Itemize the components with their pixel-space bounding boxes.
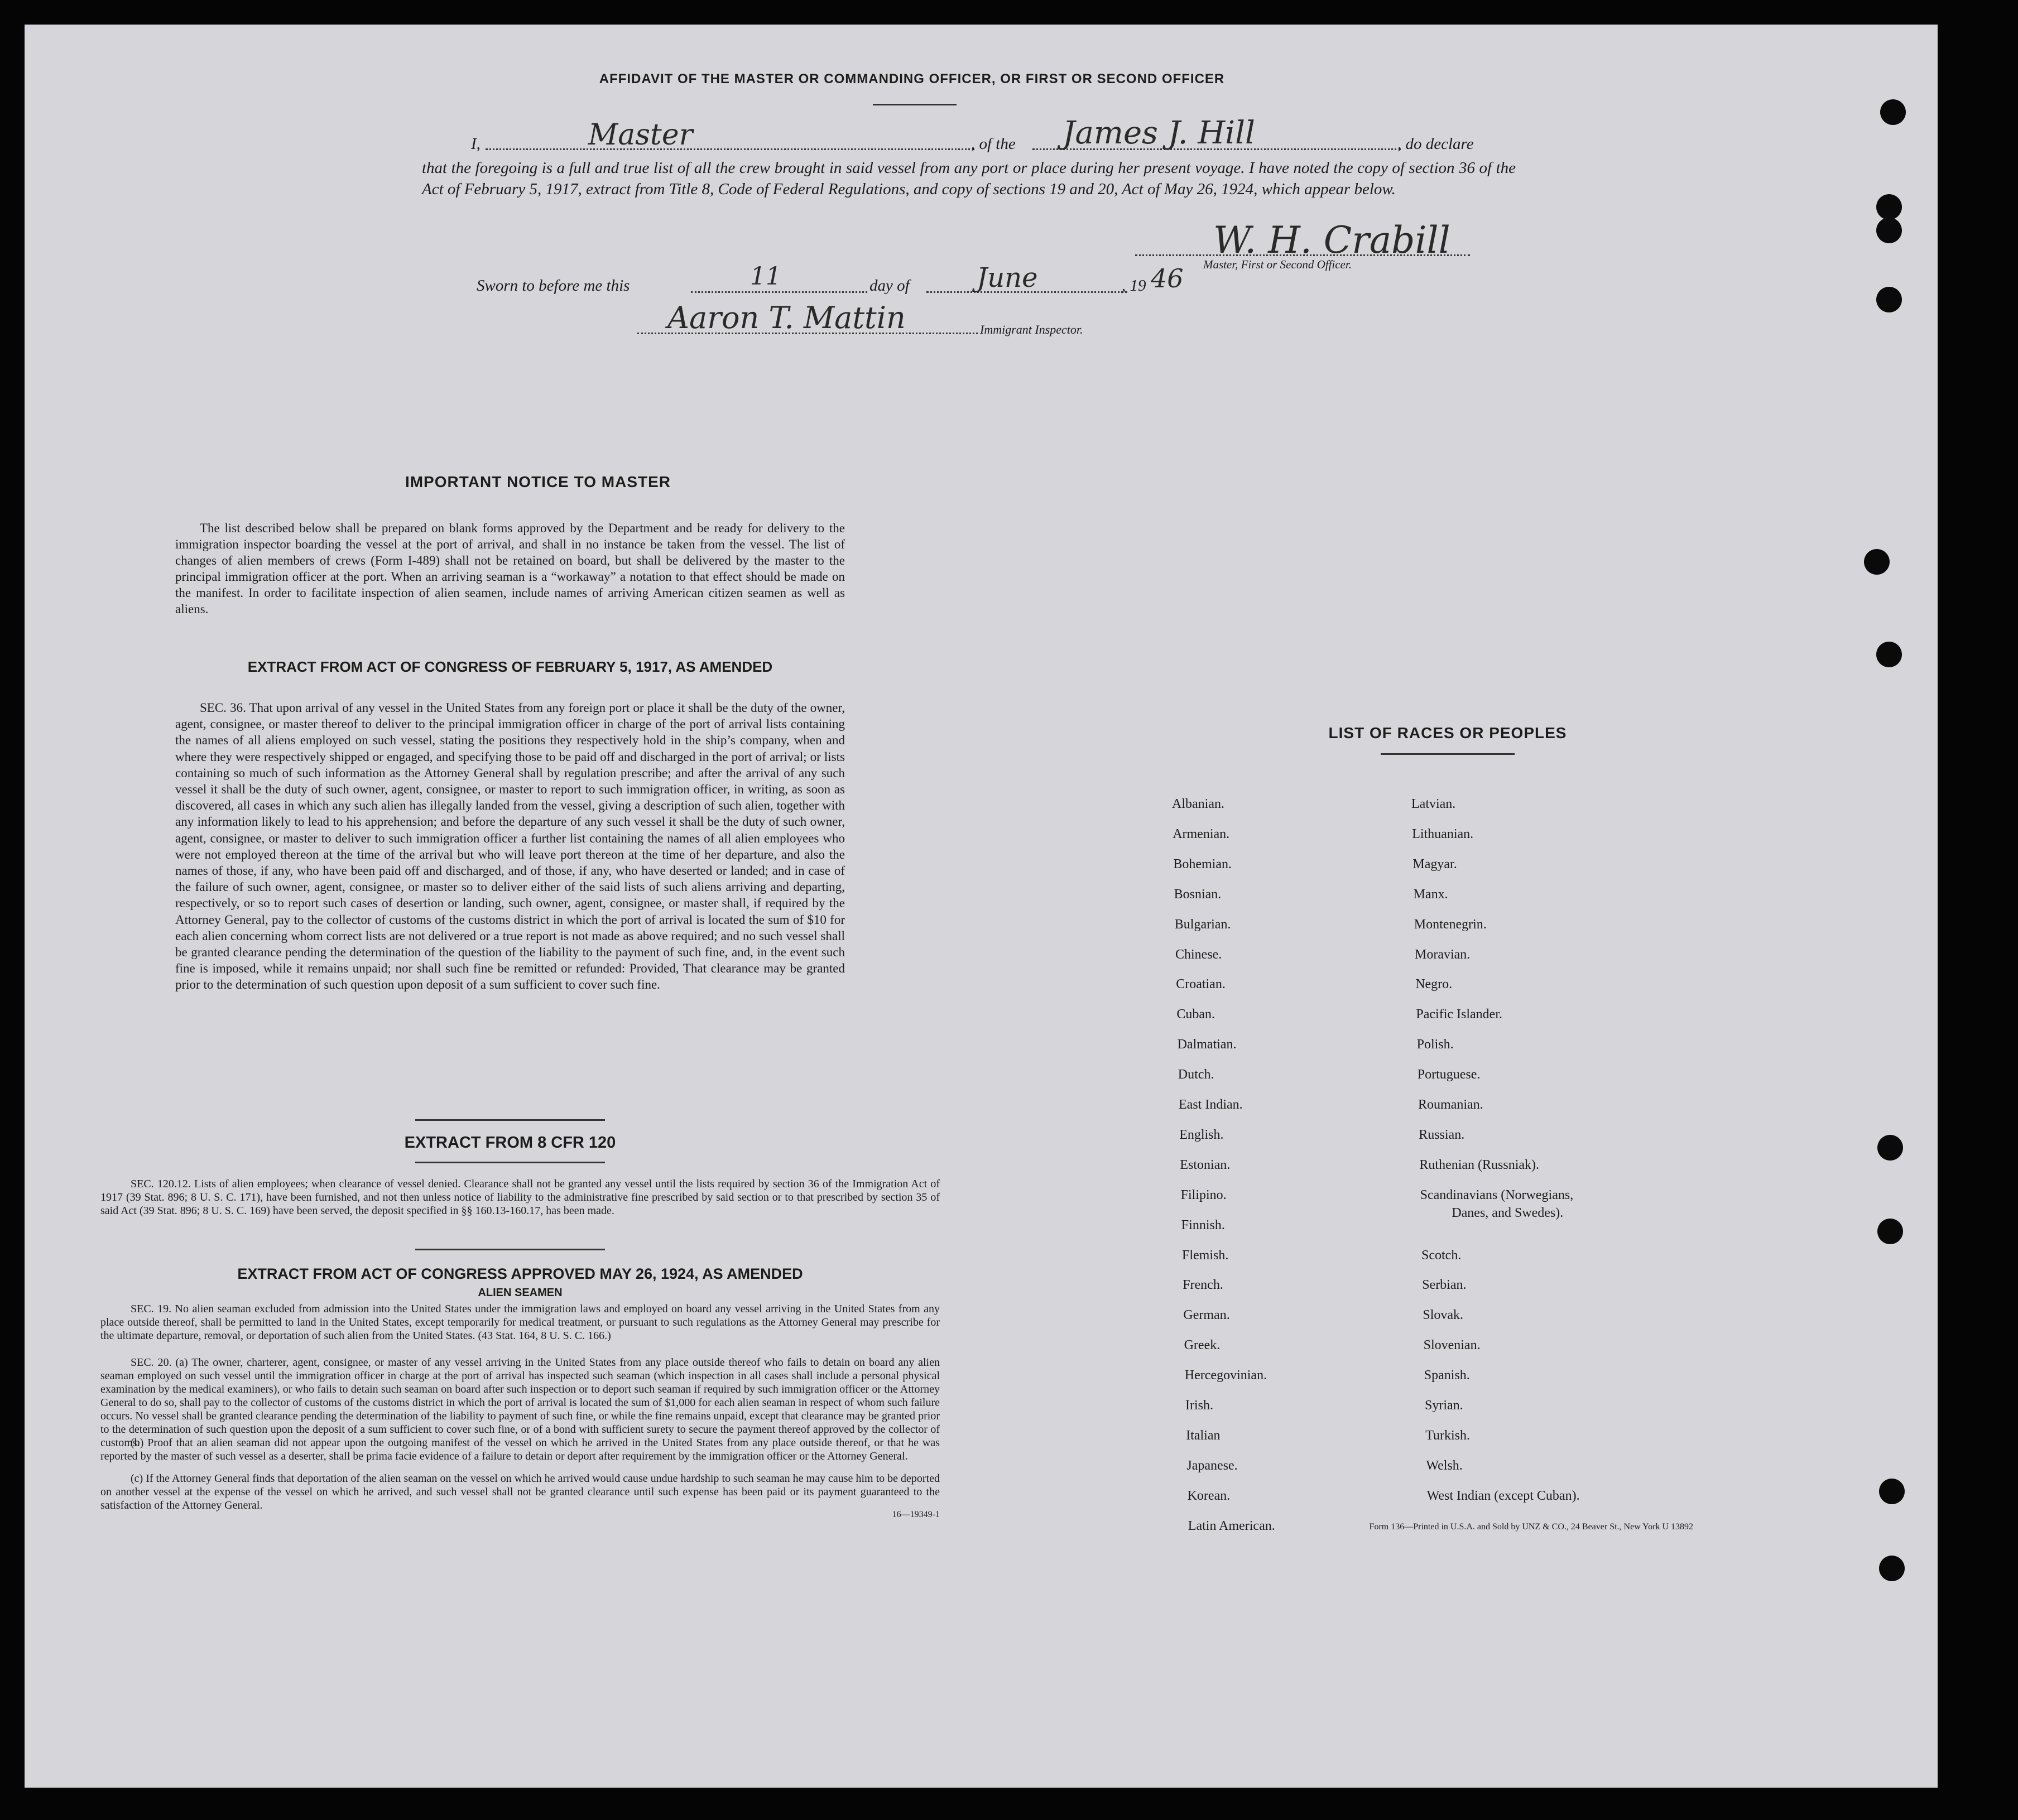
race-item: Negro.	[1415, 977, 1453, 992]
race-item: Scandinavians (Norwegians,	[1420, 1187, 1574, 1202]
race-item: English.	[1179, 1127, 1224, 1142]
notice-title: IMPORTANT NOTICE TO MASTER	[405, 473, 671, 490]
race-item: Portuguese.	[1417, 1067, 1481, 1082]
officer-handwritten: Master	[588, 118, 693, 152]
race-item: Cuban.	[1176, 1007, 1215, 1022]
race-item: Chinese.	[1175, 947, 1222, 962]
race-item: Scotch.	[1421, 1248, 1462, 1263]
divider	[873, 104, 957, 105]
race-item: Korean.	[1187, 1488, 1231, 1503]
race-item: Russian.	[1419, 1127, 1465, 1142]
binder-hole	[1879, 1479, 1905, 1504]
race-item: Bulgarian.	[1174, 917, 1231, 932]
affidavit-title: AFFIDAVIT OF THE MASTER OR COMMANDING OFFICER, OR FIRST OR SECOND OFFICER	[599, 71, 1225, 86]
race-item: Latin American.	[1188, 1518, 1275, 1533]
race-item: Greek.	[1184, 1338, 1221, 1353]
race-item: Croatian.	[1176, 977, 1226, 992]
inspector-signature: Aaron T. Mattin	[667, 300, 906, 335]
extract-1924-sec19: SEC. 19. No alien seaman excluded from admission into the United States under the immigration laws and employed on board any vessel arriving in the United States from any place outside thereof, shall be permitted to land in the United States, except temporarily for medical treatment, or pursuant to such regulations as the Attorney General may prescribe for the ultimate departure, removal, or deportation of such alien from the United States. (43 Stat. 164, 8 U. S. C. 166.)	[100, 1303, 940, 1342]
race-item: Spanish.	[1424, 1368, 1470, 1383]
extract-1924-sec20c: (c) If the Attorney General finds that deportation of the alien seaman on the vessel on which he arrived would cause undue hardship to such seaman he may cause him to be deported on another vessel at the expense of the vessel on which he arrived, and such vessel shall not be granted clearance until such expense has been paid or its payment guaranteed to the satisfaction of the Attorney General.	[100, 1472, 940, 1511]
divider	[415, 1119, 605, 1121]
extract-1924-sec20a: SEC. 20. (a) The owner, charterer, agent, consignee, or master of any vessel arriving in the United States from any place outside thereof who fails to detain on board any alien seaman employed on such vessel until the immigration officer in charge at the port of arrival has inspected such seaman (which inspection in all cases shall include a personal physical examination by the medical examiners), or who fails to detain such seaman on board after such inspection or to deport such seaman if required by such immigration officer or the Attorney General to do so, shall pay to the collector of customs of the customs district in which the port of arrival is located the sum of $1,000 for each alien seaman in respect of whom such failure occurs. No vessel shall be granted clearance pending the determination of the liability to payment of such fine, or while the fine remains unpaid, except that clearance may be granted prior to the determination of such question upon the deposit of a sum sufficient to cover such fine, or of a bond with sufficient surety to secure the payment thereof approved by the collector of customs.	[100, 1356, 940, 1449]
race-item: Lithuanian.	[1412, 826, 1474, 841]
race-item: West Indian (except Cuban).	[1426, 1488, 1580, 1503]
officer-line	[486, 148, 974, 150]
binder-hole	[1876, 194, 1902, 220]
day-line	[691, 291, 867, 293]
extract-1917-title: EXTRACT FROM ACT OF CONGRESS OF FEBRUARY 5, 1917, AS AMENDED	[247, 658, 773, 675]
race-item: Flemish.	[1182, 1248, 1229, 1263]
race-item: Estonian.	[1180, 1157, 1231, 1172]
notice-body: The list described below shall be prepared on blank forms approved by the Department and be ready for delivery to the immigration inspector boarding the vessel at the port of arrival, and shall in no instance be taken from the vessel. The list of changes of alien members of crews (Form I-489) shall not be retained on board, but shall be delivered by the master to the principal immigration officer at the port. When an arriving seaman is a “workaway” a notation to that effect should be made on the manifest. In order to facilitate inspection of alien seamen, include names of arriving American citizen seamen as well as aliens.	[175, 521, 845, 616]
binder-hole	[1877, 1219, 1903, 1244]
race-item: Pacific Islander.	[1416, 1007, 1502, 1022]
race-item: Dalmatian.	[1177, 1037, 1237, 1052]
master-signature: W. H. Crabill	[1213, 219, 1450, 262]
extract-1924-subtitle: ALIEN SEAMEN	[478, 1287, 563, 1299]
binder-hole	[1876, 287, 1902, 312]
do-declare-label: , do declare	[1397, 135, 1474, 153]
race-item: Irish.	[1185, 1398, 1213, 1413]
race-item: Slovak.	[1423, 1308, 1464, 1323]
race-item: Albanian.	[1172, 797, 1224, 811]
race-item: Serbian.	[1422, 1278, 1467, 1293]
race-item: Slovenian.	[1423, 1338, 1481, 1353]
race-item: Syrian.	[1425, 1398, 1463, 1413]
extract-1924-title: EXTRACT FROM ACT OF CONGRESS APPROVED MAY 26, 1924, AS AMENDED	[237, 1265, 803, 1282]
binder-hole	[1876, 642, 1902, 667]
binder-hole	[1876, 218, 1902, 243]
inspector-caption: Immigrant Inspector.	[980, 322, 1083, 336]
race-item: Dutch.	[1178, 1067, 1214, 1082]
race-item: Latvian.	[1411, 797, 1456, 811]
race-item: Roumanian.	[1418, 1097, 1483, 1112]
day-of-label: day of	[869, 277, 910, 295]
race-item: Filipino.	[1180, 1187, 1227, 1202]
sworn-label: Sworn to before me this	[477, 277, 630, 295]
divider	[415, 1249, 605, 1250]
race-item: German.	[1183, 1308, 1230, 1323]
extract-1924-sec20b: (b) Proof that an alien seaman did not appear upon the outgoing manifest of the vessel on which he arrived in the United States from any place outside thereof, or that he was reported by the master of such vessel as a deserter, shall be prima facie evidence of a failure to detain or deport after requirement by the immigration officer or the Attorney General.	[100, 1437, 940, 1462]
race-item: French.	[1183, 1278, 1223, 1293]
month-handwritten: June	[977, 262, 1038, 293]
document-page	[25, 25, 1938, 1788]
signature-caption: Master, First or Second Officer.	[1203, 258, 1352, 271]
races-title: LIST OF RACES OR PEOPLES	[1328, 724, 1567, 742]
race-item: Armenian.	[1173, 826, 1230, 841]
race-item: Welsh.	[1426, 1458, 1463, 1473]
extract-8cfr-body: SEC. 120.12. Lists of alien employees; when clearance of vessel denied. Clearance shall not be granted any vessel until the lists required by section 36 of the Immigration Act of 1917 (39 Stat. 896; 8 U. S. C. 171), have been furnished, and not then unless notice of liability to the administrative fine prescribed by said section or to that prescribed by section 35 of said Act (39 Stat. 896; 8 U. S. C. 169) have been served, the deposit specified in §§ 160.13-160.17, has been made.	[100, 1178, 940, 1217]
divider	[415, 1162, 605, 1163]
race-item: Hercegovinian.	[1184, 1368, 1267, 1383]
race-item: Ruthenian (Russniak).	[1419, 1157, 1540, 1172]
race-item: Bosnian.	[1174, 887, 1222, 902]
binder-hole	[1879, 1556, 1905, 1581]
race-item: Japanese.	[1186, 1458, 1238, 1473]
race-item: Finnish.	[1181, 1217, 1225, 1232]
race-item: Italian	[1186, 1428, 1221, 1443]
i-label: I,	[471, 135, 481, 153]
race-item: Magyar.	[1412, 856, 1457, 872]
of-the-label: , of the	[971, 135, 1016, 153]
day-handwritten: 11	[750, 262, 781, 291]
race-item: Danes, and Swedes).	[1452, 1206, 1564, 1221]
race-item: Moravian.	[1415, 947, 1471, 962]
extract-1917-body: SEC. 36. That upon arrival of any vessel in the United States from any foreign port or place it shall be the duty of the owner, agent, consignee, or master thereof to deliver to the principal immigration officer in charge of the port of arrival lists containing the names of all aliens employed on such vessel, stating the positions they respectively hold in the ship’s company, when and where they were respectively shipped or engaged, and specifying those to be paid off and discharged in the port of arrival; or lists containing so much of such information as the Attorney General shall by regulation prescribe; and after the arrival of any such vessel it shall be the duty of such owner, agent, consignee, or master to report to such immigration officer, in writing, as soon as discovered, all cases in which any such alien has illegally landed from the vessel, giving a description of such alien, together with any information likely to lead to his apprehension; and before the departure of any such vessel it shall be the duty of such owner, agent, consignee, or master to deliver to such immigration officer a further list containing the names of all alien employees who were not employed thereon at the time of the arrival but who will leave port thereon at the time of her departure, and also the names of those, if any, who have been paid off and discharged, and of those, if any, who have deserted or landed; and in case of the failure of such owner, agent, consignee, or master so to deliver either of the said lists of such aliens arriving and departing, respectively, or so to report such cases of desertion or landing, such owner, agent, consignee, or master shall, if required by the Attorney General, pay to the collector of customs of the customs district in which the port of arrival is located the sum of $10 for each alien concerning whom correct lists are not delivered or a true report is not made as above required; and no such vessel shall be granted clearance pending the determination of the question of the liability to the payment of such fine, and, in the event such fine is imposed, while it remains unpaid; nor shall such fine be remitted or refunded: Provided, That clearance may be granted prior to the determination of such question upon deposit of a sum sufficient to cover such fine.	[175, 701, 845, 992]
race-item: Polish.	[1416, 1037, 1454, 1052]
binder-hole	[1877, 1135, 1903, 1161]
race-item: Manx.	[1413, 887, 1448, 902]
extract-1924-form-number: 16—19349-1	[892, 1510, 940, 1519]
year-handwritten: 46	[1151, 263, 1184, 293]
extract-8cfr-title: EXTRACT FROM 8 CFR 120	[404, 1134, 616, 1152]
year-prefix: , 19	[1122, 277, 1146, 295]
divider	[1381, 753, 1515, 755]
printer-footer: Form 136—Printed in U.S.A. and Sold by UNZ & CO., 24 Beaver St., New York U 13892	[1369, 1522, 1693, 1532]
race-item: Bohemian.	[1173, 856, 1232, 872]
affidavit-body: that the foregoing is a full and true list of all the crew brought in said vessel from any port or place during her present voyage. I have noted the copy of section 36 of the Act of February 5, 1917, extract from Title 8, Code of Federal Regulations, and copy of sections 19 and 20, Act of May 26, 1924, which appear below.	[422, 159, 1516, 198]
race-item: Montenegrin.	[1414, 917, 1487, 932]
binder-hole	[1880, 99, 1906, 125]
binder-hole	[1864, 549, 1890, 575]
vessel-handwritten: James J. Hill	[1063, 115, 1255, 151]
race-item: Turkish.	[1425, 1428, 1471, 1443]
race-item: East Indian.	[1179, 1097, 1243, 1112]
